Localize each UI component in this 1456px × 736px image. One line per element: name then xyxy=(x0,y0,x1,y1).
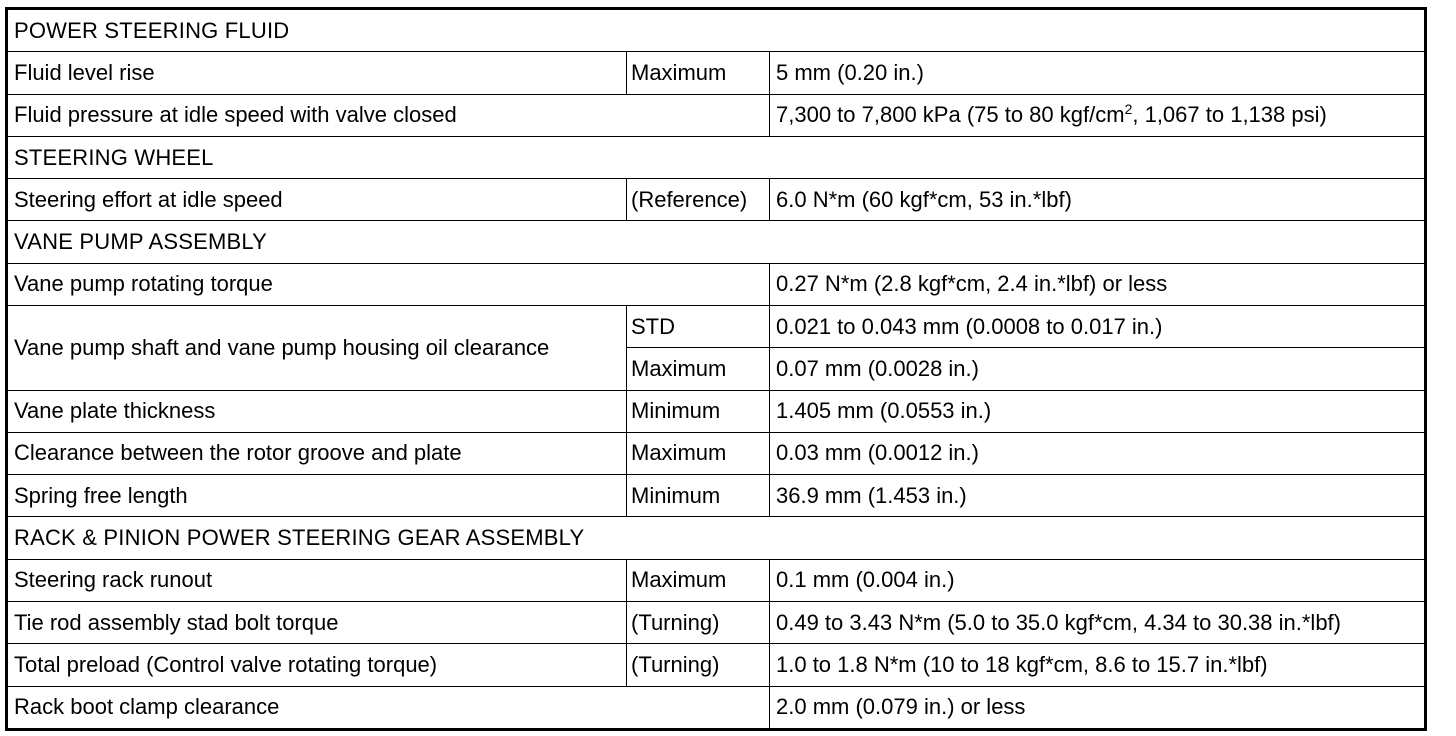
value-cell: 0.03 mm (0.0012 in.) xyxy=(770,432,1426,474)
value-text: 7,300 to 7,800 kPa (75 to 80 kgf/cm xyxy=(776,102,1125,128)
item-cell: Rack boot clamp clearance xyxy=(7,686,770,729)
table-row xyxy=(7,644,1426,686)
table-row xyxy=(7,306,1426,348)
table-row xyxy=(7,52,1426,94)
value-cell xyxy=(770,94,1426,136)
table-row xyxy=(7,517,1426,559)
item-cell: Clearance between the rotor groove and plate xyxy=(7,432,627,474)
condition-cell: Maximum xyxy=(627,559,770,601)
specification-table xyxy=(5,7,1427,731)
value-cell: 36.9 mm (1.453 in.) xyxy=(770,475,1426,517)
superscript-text: 2 xyxy=(1124,101,1133,118)
item-cell: Tie rod assembly stad bolt torque xyxy=(7,601,627,643)
table-row xyxy=(7,179,1426,221)
value-cell: 1.405 mm (0.0553 in.) xyxy=(770,390,1426,432)
table-row xyxy=(7,686,1426,729)
value-cell: 6.0 N*m (60 kgf*cm, 53 in.*lbf) xyxy=(770,179,1426,221)
item-cell: Vane pump shaft and vane pump housing oil clearance xyxy=(7,306,627,391)
condition-cell: (Turning) xyxy=(627,601,770,643)
item-cell: Vane pump rotating torque xyxy=(7,263,770,305)
item-cell: Fluid pressure at idle speed with valve closed xyxy=(7,94,770,136)
table-row xyxy=(7,601,1426,643)
item-cell: Vane plate thickness xyxy=(7,390,627,432)
value-cell: 0.021 to 0.043 mm (0.0008 to 0.017 in.) xyxy=(770,306,1426,348)
condition-cell: (Turning) xyxy=(627,644,770,686)
section-header-rack-pinion: RACK & PINION POWER STEERING GEAR ASSEMBLY xyxy=(7,517,1426,559)
section-header-steering-wheel: STEERING WHEEL xyxy=(7,136,1426,178)
value-cell: 0.49 to 3.43 N*m (5.0 to 35.0 kgf*cm, 4.34 to 30.38 in.*lbf) xyxy=(770,601,1426,643)
condition-cell: Maximum xyxy=(627,52,770,94)
table-row xyxy=(7,221,1426,263)
value-cell: 0.1 mm (0.004 in.) xyxy=(770,559,1426,601)
condition-cell: Minimum xyxy=(627,475,770,517)
table-row xyxy=(7,9,1426,52)
table-row xyxy=(7,432,1426,474)
item-cell: Spring free length xyxy=(7,475,627,517)
value-cell: 1.0 to 1.8 N*m (10 to 18 kgf*cm, 8.6 to 15.7 in.*lbf) xyxy=(770,644,1426,686)
condition-cell: (Reference) xyxy=(627,179,770,221)
table-row xyxy=(7,94,1426,136)
item-cell: Total preload (Control valve rotating torque) xyxy=(7,644,627,686)
table-row xyxy=(7,390,1426,432)
condition-cell: STD xyxy=(627,306,770,348)
table-row xyxy=(7,475,1426,517)
table-row xyxy=(7,263,1426,305)
value-cell: 5 mm (0.20 in.) xyxy=(770,52,1426,94)
condition-cell: Maximum xyxy=(627,348,770,390)
item-cell: Steering effort at idle speed xyxy=(7,179,627,221)
value-cell: 0.07 mm (0.0028 in.) xyxy=(770,348,1426,390)
value-cell: 2.0 mm (0.079 in.) or less xyxy=(770,686,1426,729)
condition-cell: Maximum xyxy=(627,432,770,474)
value-cell: 0.27 N*m (2.8 kgf*cm, 2.4 in.*lbf) or less xyxy=(770,263,1426,305)
section-header-power-steering-fluid: POWER STEERING FLUID xyxy=(7,9,1426,52)
table-row xyxy=(7,559,1426,601)
condition-cell: Minimum xyxy=(627,390,770,432)
section-header-vane-pump-assembly: VANE PUMP ASSEMBLY xyxy=(7,221,1426,263)
table-row xyxy=(7,136,1426,178)
value-text: , 1,067 to 1,138 psi) xyxy=(1132,102,1327,128)
item-cell: Steering rack runout xyxy=(7,559,627,601)
item-cell: Fluid level rise xyxy=(7,52,627,94)
